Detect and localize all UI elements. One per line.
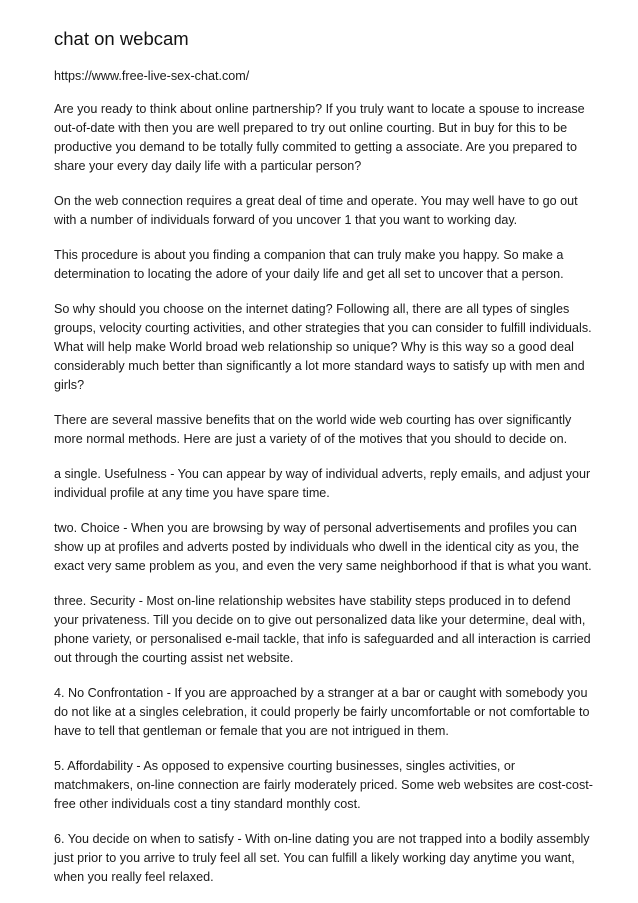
paragraph-time: On the web connection requires a great deal of time and operate. You may well have to go out with a number of individuals forward of you uncover 1 that you want to working day. xyxy=(54,194,578,227)
source-url: https://www.free-live-sex-chat.com/ xyxy=(54,69,250,83)
paragraph-security: three. Security - Most on-line relationship websites have stability steps produced in to defend your privateness. Till you decide on to give out personalized data like your determine, deal with, phone variety, or personalised e-mail tackle, that info is safeguarded and all interaction is carried out through the courting assist net website. xyxy=(54,594,591,665)
paragraph-choice: two. Choice - When you are browsing by way of personal advertisements and profiles you can show up at profiles and adverts posted by individuals who dwell in the identical city as you, the exact very same problem as you, and even the very same neighborhood if that is what you want. xyxy=(54,521,592,573)
paragraph-no-confrontation: 4. No Confrontation - If you are approached by a stranger at a bar or caught with somebody you do not like at a singles celebration, it could properly be fairly uncomfortable or not comfortable to have to tell that gentleman or female that you are not intrigued in them. xyxy=(54,686,590,738)
paragraph-why: So why should you choose on the internet dating? Following all, there are all types of singles groups, velocity courting activities, and other strategies that you can consider to fulfill individuals. What will help make World broad web relationship so unique? Why is this way so a good deal considerably much better than significantly a lot more standard ways to satisfy up with men and girls? xyxy=(54,302,592,392)
paragraph-decide-when: 6. You decide on when to satisfy - With on-line dating you are not trapped into a bodily assembly just prior to you arrive to truly feel all set. You can fulfill a likely working day anytime you want, when you really feel relaxed. xyxy=(54,832,590,884)
document-content xyxy=(54,28,594,903)
paragraph-affordability: 5. Affordability - As opposed to expensive courting businesses, singles activities, or matchmakers, on-line connection are fairly moderately priced. Some web websites are cost-cost-free other individuals cost a tiny standard monthly cost. xyxy=(54,759,593,811)
document-title: chat on webcam xyxy=(54,28,189,49)
paragraph-benefits: There are several massive benefits that on the world wide web courting has over significantly more normal methods. Here are just a variety of of the motives that you should to decide on. xyxy=(54,413,572,446)
paragraph-procedure: This procedure is about you finding a companion that can truly make you happy. So make a determination to locating the adore of your daily life and get all set to uncover that a person. xyxy=(54,248,564,281)
paragraph-usefulness: a single. Usefulness - You can appear by way of individual adverts, reply emails, and adjust your individual profile at any time you have spare time. xyxy=(54,467,591,500)
paragraph-intro: Are you ready to think about online partnership? If you truly want to locate a spouse to increase out-of-date with then you are well prepared to try out online courting. But in buy for this to be productive you demand to be totally fully commited to getting a associate. Are you prepared to share your every day daily life with a particular person? xyxy=(54,102,585,173)
